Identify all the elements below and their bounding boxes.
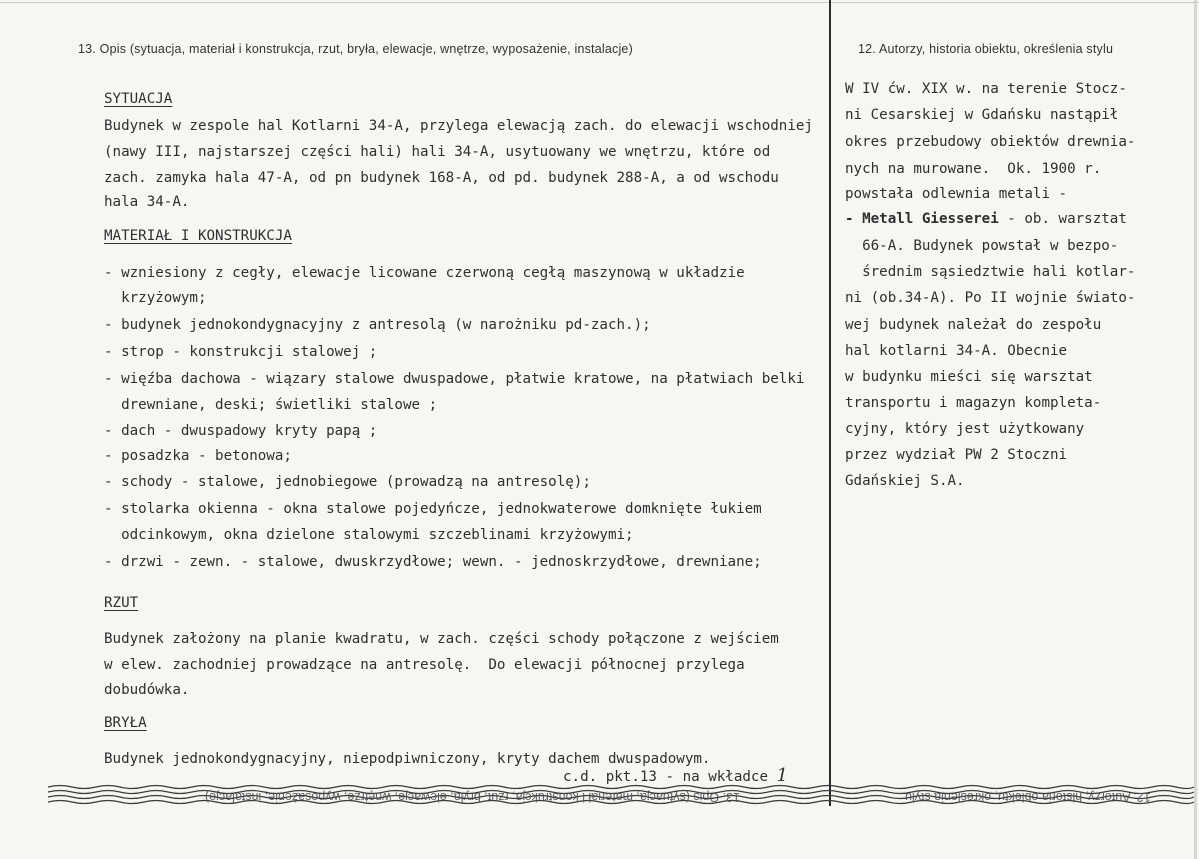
sytuacja-line: zach. zamyka hala 47-A, od pn budynek 168-A, od pd. budynek 288-A, a od wschodu [104,170,779,186]
history-line: średnim sąsiedztwie hali kotlar- [845,264,1136,280]
history-line: cyjny, który jest użytkowany [845,421,1085,437]
sytuacja-line: Budynek w zespole hal Kotlarni 34-A, przylega elewacją zach. do elewacji wschodniej [104,118,813,134]
bryla-heading: BRYŁA [104,715,147,731]
material-line: - stolarka okienna - okna stalowe pojedyńcze, jednokwaterowe domknięte łukiem [104,501,762,517]
history-line: ni Cesarskiej w Gdańsku nastąpił [845,107,1119,123]
rzut-heading: RZUT [104,595,139,611]
history-line: ni (ob.34-A). Po II wojnie świato- [845,290,1136,306]
history-line: w budynku mieści się warsztat [845,369,1093,385]
material-heading: MATERIAŁ I KONSTRUKCJA [104,228,292,244]
mirrored-back-header-13: 13. Opis (sytuacja, materiał i konstrukcja, rzut, bryła, elewacje, wnętrze, wyposażenie, instalacje) [205,790,740,804]
material-line: - więźba dachowa - wiązary stalowe dwuspadowe, płatwie kratowe, na płatwiach belki [104,371,805,387]
section-12-header: 12. Autorzy, historia obiektu, określenia stylu [858,42,1114,56]
history-bold-dash: - [845,211,863,227]
material-line: - drzwi - zewn. - stalowe, dwuskrzydłowe; wewn. - jednoskrzydłowe, drewniane; [104,554,762,570]
sytuacja-heading: SYTUACJA [104,91,173,107]
history-line: powstała odlewnia metali - [845,186,1068,202]
material-line: odcinkowym, okna dzielone stalowymi szczeblinami krzyżowymi; [104,527,634,543]
history-line: wej budynek należał do zespołu [845,317,1102,333]
history-line-metall [845,206,1127,232]
sytuacja-line: (nawy III, najstarszej części hali) hali 34-A, usytuowany we wnętrzu, które od [104,144,771,160]
continuation-handwritten-number: 1 [776,765,788,786]
history-line: 66-A. Budynek powstał w bezpo- [845,238,1119,254]
rzut-line: w elew. zachodniej prowadzące na antresolę. Do elewacji północnej przylega [104,657,745,673]
history-line-suffix: - ob. warsztat [998,211,1127,227]
material-line: - dach - dwuspadowy kryty papą ; [104,423,378,439]
bryla-line: Budynek jednokondygnacyjny, niepodpiwniczony, kryty dachem dwuspadowym. [104,751,711,767]
material-line: - schody - stalowe, jednobiegowe (prowadzą na antresolę); [104,474,591,490]
material-line: - budynek jednokondygnacyjny z antresolą (w narożniku pd-zach.); [104,317,651,333]
column-divider [829,0,831,806]
metall-giesserei-term: Metall Giesserei [862,211,999,227]
material-line: - wzniesiony z cegły, elewacje licowane czerwoną cegłą maszynową w układzie [104,265,745,281]
sytuacja-line: hala 34-A. [104,194,190,210]
history-line: hal kotlarni 34-A. Obecnie [845,343,1068,359]
continuation-text: c.d. pkt.13 - na wkładce [563,769,768,785]
history-line: W IV ćw. XIX w. na terenie Stocz- [845,81,1127,97]
material-line: - strop - konstrukcji stalowej ; [104,344,378,360]
material-line: krzyżowym; [104,290,207,306]
section-13-header: 13. Opis (sytuacja, materiał i konstrukcja, rzut, bryła, elewacje, wnętrze, wyposażenie, instalacje) [78,42,633,56]
rzut-line: dobudówka. [104,682,190,698]
history-line: okres przebudowy obiektów drewnia- [845,134,1136,150]
top-edge-rule [0,2,1199,3]
rzut-line: Budynek założony na planie kwadratu, w zach. części schody połączone z wejściem [104,631,779,647]
card-right-edge [1194,0,1197,859]
history-line: nych na murowane. Ok. 1900 r. [845,161,1102,177]
history-line: transportu i magazyn kompleta- [845,395,1102,411]
history-line: Gdańskiej S.A. [845,473,965,489]
mirrored-back-header-12: 12. Autorzy, historia obiektu, określenia stylu [905,790,1151,804]
history-line: przez wydział PW 2 Stoczni [845,447,1068,463]
material-line: - posadzka - betonowa; [104,448,292,464]
material-line: drewniane, deski; świetliki stalowe ; [104,397,438,413]
